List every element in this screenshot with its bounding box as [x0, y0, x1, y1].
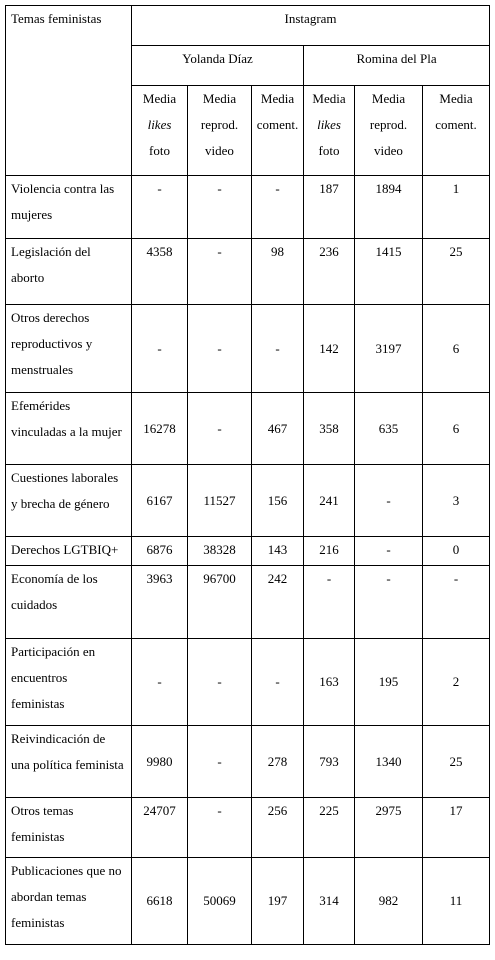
value-cell: 156 — [252, 465, 304, 537]
metric-label: foto — [318, 143, 340, 158]
value-cell: 16278 — [132, 393, 188, 465]
table-row — [6, 858, 490, 945]
value-cell: 143 — [252, 537, 304, 566]
value-cell: 6618 — [132, 858, 188, 945]
table-row — [6, 566, 490, 639]
value-cell: - — [252, 305, 304, 393]
value-cell: 24707 — [132, 798, 188, 858]
value-cell: - — [132, 305, 188, 393]
value-cell: - — [252, 639, 304, 726]
header-metric — [304, 86, 355, 176]
metric-label: foto — [149, 143, 170, 158]
value-cell: 3197 — [355, 305, 423, 393]
metric-label-italic: likes — [317, 117, 341, 132]
metric-label: coment. — [435, 117, 477, 132]
theme-label: abordan temas — [11, 889, 87, 904]
theme-cell — [6, 798, 132, 858]
theme-label: feministas — [11, 915, 65, 930]
theme-label: Legislación del — [11, 244, 91, 259]
theme-label: vinculadas a la mujer — [11, 424, 122, 439]
value-cell: 467 — [252, 393, 304, 465]
value-cell: 1340 — [355, 726, 423, 798]
value-cell: 38328 — [188, 537, 252, 566]
header-platform: Instagram — [132, 6, 490, 46]
value-cell: 11527 — [188, 465, 252, 537]
theme-cell — [6, 639, 132, 726]
feminist-topics-table — [5, 5, 490, 945]
theme-cell — [6, 305, 132, 393]
theme-cell — [6, 393, 132, 465]
theme-label: encuentros — [11, 670, 68, 685]
value-cell: 358 — [304, 393, 355, 465]
theme-label: mujeres — [11, 207, 53, 222]
theme-label: Otros derechos — [11, 310, 90, 325]
header-metric — [132, 86, 188, 176]
theme-cell — [6, 858, 132, 945]
table-row — [6, 393, 490, 465]
value-cell: 195 — [355, 639, 423, 726]
header-metric — [252, 86, 304, 176]
value-cell: - — [423, 566, 490, 639]
value-cell: - — [188, 393, 252, 465]
metric-label: Media — [142, 91, 177, 106]
value-cell: 635 — [355, 393, 423, 465]
theme-label: Efemérides — [11, 398, 71, 413]
value-cell: 4358 — [132, 239, 188, 305]
value-cell: 25 — [423, 239, 490, 305]
theme-label: Economía de los — [11, 571, 98, 586]
metric-label: Media — [439, 91, 473, 106]
theme-label: Derechos LGTBIQ+ — [11, 542, 119, 557]
metric-label: Media — [371, 91, 406, 106]
table-row — [6, 239, 490, 305]
value-cell: 982 — [355, 858, 423, 945]
value-cell: - — [188, 239, 252, 305]
value-cell: 236 — [304, 239, 355, 305]
value-cell: 25 — [423, 726, 490, 798]
header-person-yolanda: Yolanda Díaz — [132, 46, 304, 86]
metric-label: Media — [260, 91, 295, 106]
value-cell: - — [304, 566, 355, 639]
table-row — [6, 798, 490, 858]
metric-label-italic: likes — [147, 117, 172, 132]
value-cell: 6 — [423, 393, 490, 465]
header-person-romina: Romina del Pla — [304, 46, 490, 86]
table-row — [6, 639, 490, 726]
value-cell: 314 — [304, 858, 355, 945]
header-metric — [188, 86, 252, 176]
table-row — [6, 465, 490, 537]
theme-label: Reivindicación de — [11, 731, 106, 746]
theme-label: feministas — [11, 696, 65, 711]
theme-cell — [6, 726, 132, 798]
theme-label: reproductivos y — [11, 336, 93, 351]
theme-label: Cuestiones laborales — [11, 470, 119, 485]
header-themes: Temas feministas — [6, 6, 132, 176]
value-cell: 98 — [252, 239, 304, 305]
value-cell: 216 — [304, 537, 355, 566]
theme-cell — [6, 176, 132, 239]
value-cell: 163 — [304, 639, 355, 726]
table-row — [6, 537, 490, 566]
value-cell: 1 — [423, 176, 490, 239]
theme-cell — [6, 239, 132, 305]
theme-label: una política feminista — [11, 757, 124, 772]
table-row — [6, 726, 490, 798]
value-cell: 96700 — [188, 566, 252, 639]
value-cell: - — [188, 798, 252, 858]
theme-label: Participación en — [11, 644, 96, 659]
value-cell: 6 — [423, 305, 490, 393]
value-cell: - — [355, 465, 423, 537]
theme-label: menstruales — [11, 362, 74, 377]
value-cell: 17 — [423, 798, 490, 858]
value-cell: - — [132, 176, 188, 239]
value-cell: 6167 — [132, 465, 188, 537]
header-metric — [355, 86, 423, 176]
value-cell: - — [188, 726, 252, 798]
theme-cell — [6, 566, 132, 639]
value-cell: - — [355, 537, 423, 566]
value-cell: - — [188, 639, 252, 726]
value-cell: 50069 — [188, 858, 252, 945]
theme-label: y brecha de género — [11, 496, 110, 511]
value-cell: 187 — [304, 176, 355, 239]
value-cell: 3 — [423, 465, 490, 537]
value-cell: 9980 — [132, 726, 188, 798]
metric-label: Media — [202, 91, 237, 106]
theme-label: feministas — [11, 829, 65, 844]
value-cell: 197 — [252, 858, 304, 945]
theme-cell — [6, 465, 132, 537]
value-cell: 1415 — [355, 239, 423, 305]
value-cell: 241 — [304, 465, 355, 537]
value-cell: 793 — [304, 726, 355, 798]
theme-label: Violencia contra las — [11, 181, 115, 196]
metric-label: reprod. video — [200, 117, 239, 158]
theme-label: Otros temas — [11, 803, 74, 818]
value-cell: - — [188, 305, 252, 393]
value-cell: 11 — [423, 858, 490, 945]
value-cell: 0 — [423, 537, 490, 566]
value-cell: 2975 — [355, 798, 423, 858]
theme-cell — [6, 537, 132, 566]
value-cell: - — [132, 639, 188, 726]
theme-label: Publicaciones que no — [11, 863, 122, 878]
theme-label: aborto — [11, 270, 45, 285]
value-cell: - — [252, 176, 304, 239]
value-cell: 142 — [304, 305, 355, 393]
value-cell: 242 — [252, 566, 304, 639]
value-cell: 256 — [252, 798, 304, 858]
value-cell: 1894 — [355, 176, 423, 239]
table-row — [6, 176, 490, 239]
value-cell: 225 — [304, 798, 355, 858]
theme-label: cuidados — [11, 597, 58, 612]
value-cell: 278 — [252, 726, 304, 798]
value-cell: - — [355, 566, 423, 639]
metric-label: reprod. video — [369, 117, 408, 158]
value-cell: 6876 — [132, 537, 188, 566]
header-metric — [423, 86, 490, 176]
value-cell: 3963 — [132, 566, 188, 639]
table-row — [6, 305, 490, 393]
value-cell: - — [188, 176, 252, 239]
value-cell: 2 — [423, 639, 490, 726]
metric-label: Media — [312, 91, 346, 106]
metric-label: coment. — [256, 117, 299, 132]
